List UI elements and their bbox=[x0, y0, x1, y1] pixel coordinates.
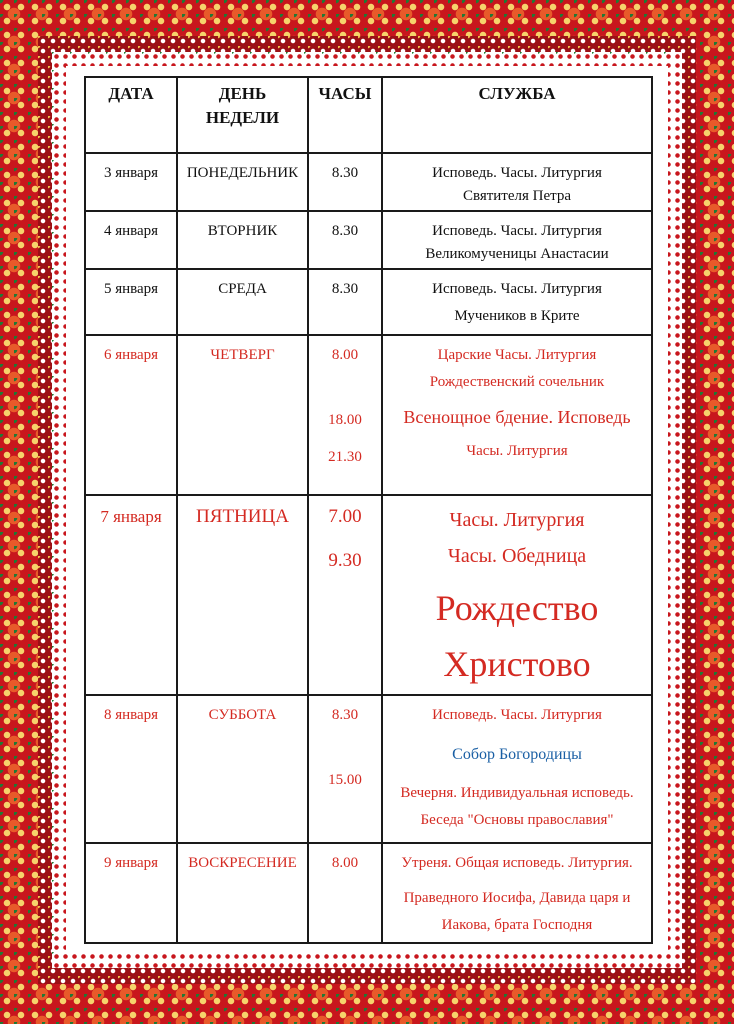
table-row bbox=[85, 211, 652, 269]
row-date: 8 января bbox=[85, 695, 177, 843]
service-line: Утреня. Общая исповедь. Литургия. bbox=[401, 855, 633, 871]
service-line: Беседа "Основы православия" bbox=[420, 812, 614, 828]
row-service bbox=[382, 153, 652, 211]
service-line: Царские Часы. Литургия bbox=[437, 347, 597, 363]
row-day: ПЯТНИЦА bbox=[177, 495, 308, 695]
table-header-row bbox=[85, 77, 652, 153]
service-line: Часы. Обедница bbox=[447, 545, 587, 567]
row-service bbox=[382, 495, 652, 695]
service-line: Исповедь. Часы. Литургия bbox=[432, 281, 602, 297]
service-line: Святителя Петра bbox=[462, 188, 572, 204]
row-date: 5 января bbox=[85, 269, 177, 335]
service-line: Вечерня. Индивидуальная исповедь. bbox=[400, 785, 634, 801]
row-day: СРЕДА bbox=[177, 269, 308, 335]
row-time: 8.30 bbox=[308, 269, 382, 335]
table-row bbox=[85, 335, 652, 495]
header-service: СЛУЖБА bbox=[382, 77, 652, 153]
row-service bbox=[382, 335, 652, 495]
row-date: 6 января bbox=[85, 335, 177, 495]
service-line: Иакова, брата Господня bbox=[441, 917, 593, 933]
row-date: 9 января bbox=[85, 843, 177, 943]
service-line: Рождество bbox=[435, 588, 599, 628]
table-row bbox=[85, 695, 652, 843]
row-time bbox=[308, 335, 382, 495]
row-time bbox=[308, 695, 382, 843]
header-time: ЧАСЫ bbox=[308, 77, 382, 153]
row-date: 4 января bbox=[85, 211, 177, 269]
row-day: СУББОТА bbox=[177, 695, 308, 843]
time-line: 9.30 bbox=[328, 550, 362, 571]
row-date: 3 января bbox=[85, 153, 177, 211]
row-day: ЧЕТВЕРГ bbox=[177, 335, 308, 495]
row-service bbox=[382, 695, 652, 843]
service-line: Мучеников в Крите bbox=[454, 308, 580, 324]
time-line: 21.30 bbox=[328, 449, 362, 465]
time-line: 7.00 bbox=[328, 506, 362, 527]
schedule-table bbox=[84, 76, 653, 944]
row-service bbox=[382, 843, 652, 943]
time-line: 15.00 bbox=[328, 772, 362, 788]
header-date: ДАТА bbox=[85, 77, 177, 153]
service-line: Рождественский сочельник bbox=[429, 374, 605, 390]
service-line: Исповедь. Часы. Литургия bbox=[432, 165, 602, 181]
row-time: 8.30 bbox=[308, 153, 382, 211]
table-row bbox=[85, 269, 652, 335]
row-service bbox=[382, 211, 652, 269]
row-time bbox=[308, 495, 382, 695]
row-time: 8.00 bbox=[308, 843, 382, 943]
row-day: ПОНЕДЕЛЬНИК bbox=[177, 153, 308, 211]
service-line: Христово bbox=[443, 644, 591, 684]
row-date: 7 января bbox=[85, 495, 177, 695]
header-day: ДЕНЬ НЕДЕЛИ bbox=[177, 77, 308, 153]
table-row bbox=[85, 153, 652, 211]
service-line: Всенощное бдение. Исповедь bbox=[403, 407, 631, 427]
service-line: Исповедь. Часы. Литургия bbox=[432, 223, 602, 239]
service-line: Великомученицы Анастасии bbox=[425, 246, 609, 262]
table-row bbox=[85, 495, 652, 695]
service-line: Исповедь. Часы. Литургия bbox=[432, 707, 602, 723]
row-time: 8.30 bbox=[308, 211, 382, 269]
row-day: ВОСКРЕСЕНИЕ bbox=[177, 843, 308, 943]
table-row bbox=[85, 843, 652, 943]
service-line: Собор Богородицы bbox=[452, 746, 582, 763]
time-line: 8.00 bbox=[331, 347, 359, 363]
service-line: Часы. Литургия bbox=[466, 443, 568, 459]
service-line: Часы. Литургия bbox=[449, 509, 585, 531]
row-service bbox=[382, 269, 652, 335]
time-line: 8.30 bbox=[331, 707, 359, 723]
time-line: 18.00 bbox=[328, 412, 362, 428]
service-line: Праведного Иосифа, Давида царя и bbox=[403, 890, 631, 906]
row-day: ВТОРНИК bbox=[177, 211, 308, 269]
